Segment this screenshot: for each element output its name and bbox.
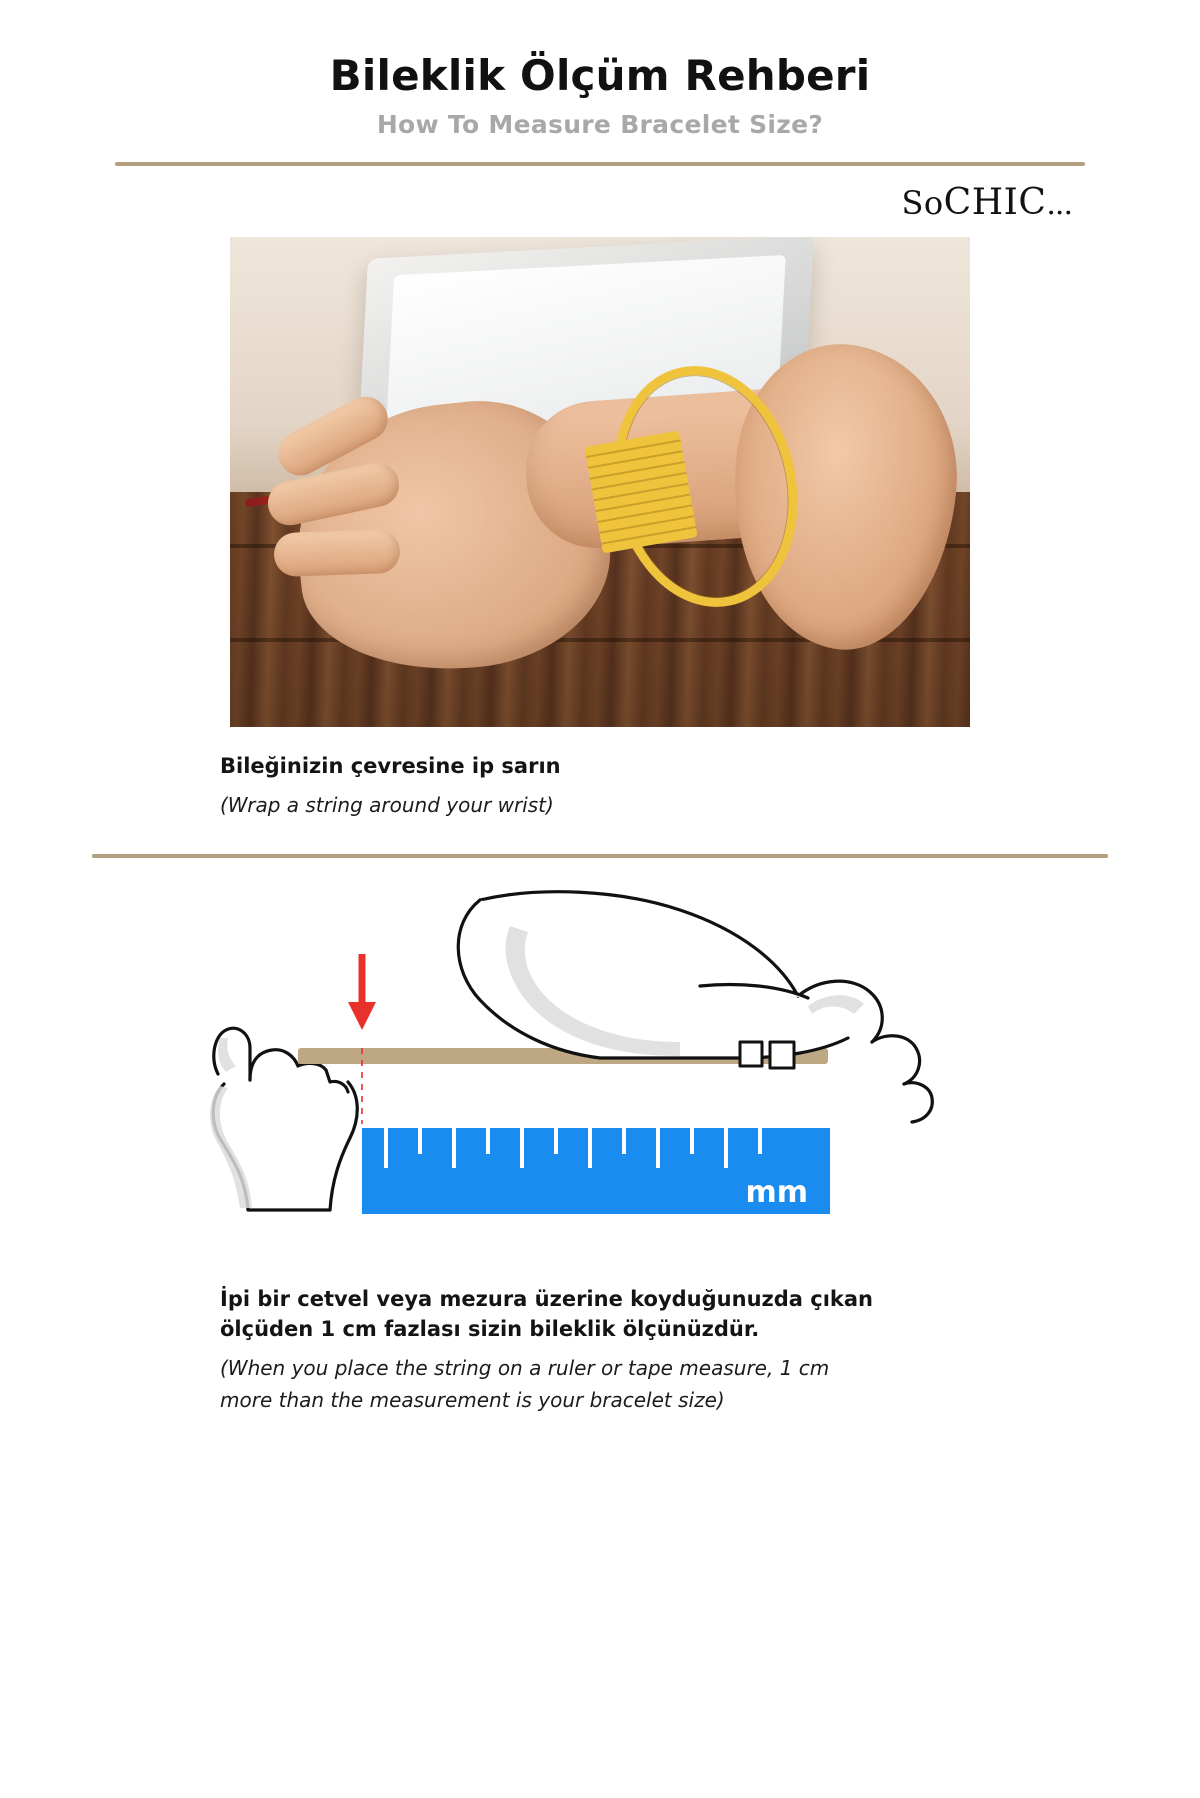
- page-subtitle: How To Measure Bracelet Size?: [376, 110, 824, 140]
- ruler-illustration: [362, 1128, 830, 1214]
- step2-diagram-wrap: [70, 866, 1130, 1266]
- page-title: Bileklik Ölçüm Rehberi: [329, 51, 871, 100]
- step2-caption: [70, 1266, 1100, 1415]
- guide-page: [70, 0, 1130, 1415]
- ruler-unit-label: mm: [745, 1174, 808, 1210]
- ruler-measurement-diagram: [180, 866, 1020, 1266]
- brand-dots: ...: [1046, 187, 1072, 223]
- wrist-measuring-photo: [230, 237, 970, 727]
- step1-caption-en: (Wrap a string around your wrist): [220, 792, 554, 817]
- brand-logo: [901, 182, 1072, 223]
- right-hand-illustration: [458, 891, 932, 1121]
- tape-measure-band-icon: [584, 431, 697, 554]
- brand-word-chic: CHIC: [943, 182, 1047, 224]
- step2-caption-tr-line1: İpi bir cetvel veya mezura üzerine koyduğunuzda çıkan: [220, 1286, 873, 1311]
- step1-caption: [70, 727, 1130, 819]
- step2-caption-tr-line2: ölçüden 1 cm fazlası sizin bileklik ölçünüzdür.: [220, 1317, 760, 1342]
- step1-caption-tr: Bileğinizin çevresine ip sarın: [220, 754, 561, 779]
- step2-caption-en-line1: (When you place the string on a ruler or tape measure, 1 cm: [220, 1355, 830, 1380]
- divider-middle: [92, 854, 1108, 858]
- step1-photo-wrap: [70, 237, 1130, 727]
- brand-word-so: So: [901, 184, 944, 223]
- step2-caption-en-line2: more than the measurement is your bracelet size): [220, 1387, 725, 1412]
- finger-shape: [274, 529, 401, 577]
- brand-row: [70, 166, 1130, 223]
